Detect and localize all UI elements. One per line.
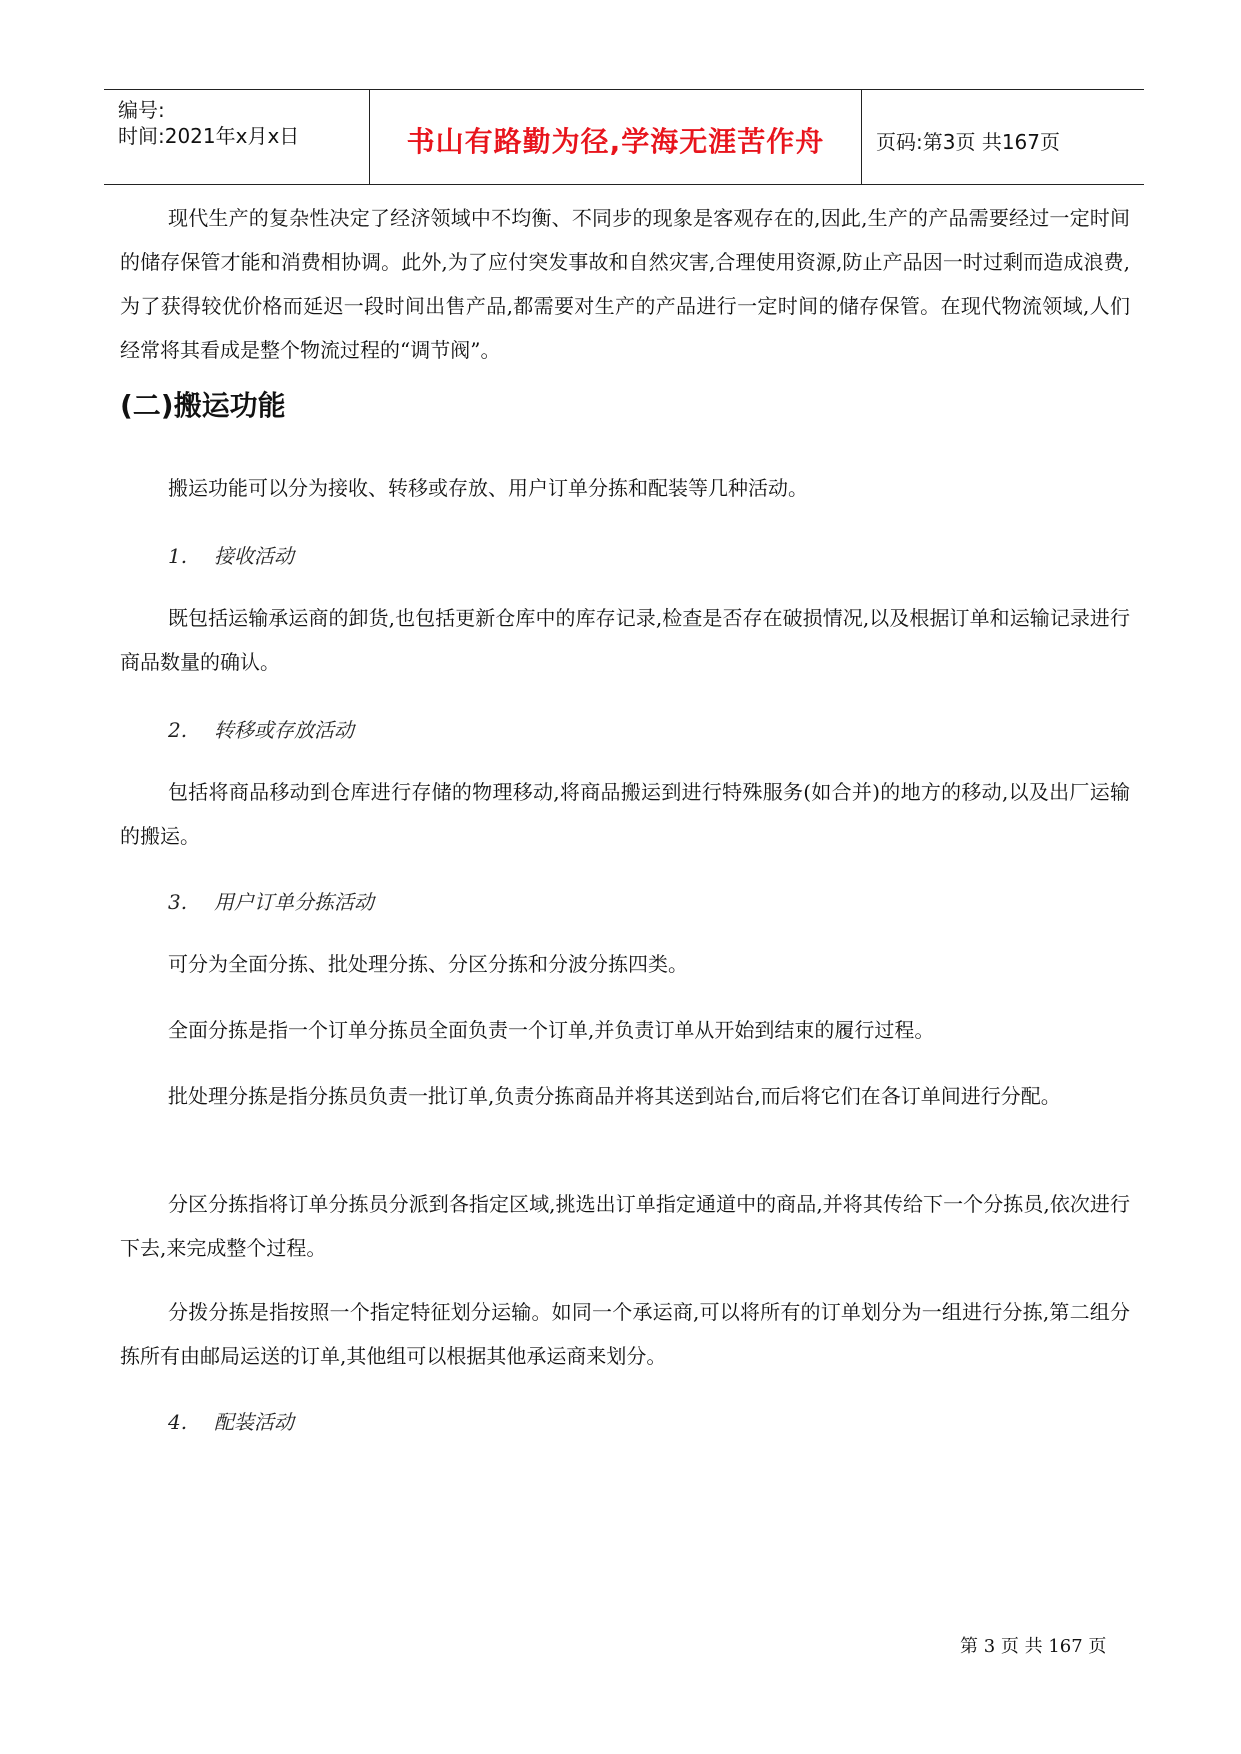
section-intro-paragraph: 搬运功能可以分为接收、转移或存放、用户订单分拣和配装等几种活动。 bbox=[168, 476, 808, 500]
picking-paragraph-1: 可分为全面分拣、批处理分拣、分区分拣和分波分拣四类。 bbox=[168, 952, 688, 976]
intro-paragraph: 现代生产的复杂性决定了经济领域中不均衡、不同步的现象是客观存在的,因此,生产的产品需要经过一定时间的储存保管才能和消费相协调。此外,为了应付突发事故和自然灾害,合理使用资源,防止产品因一时过剩而造成浪费,为了获得较优价格而延迟一段时间出售产品,都需要对生产的产品进行一定时间的储存保管。在现代物流领域,人们经常将其看成是整个物流过程的“调节阀”。 bbox=[120, 206, 1130, 362]
subheading-text: 配装活动 bbox=[214, 1410, 294, 1434]
document-number-label: 编号: bbox=[118, 98, 165, 122]
section-title: (二)搬运功能 bbox=[120, 389, 286, 422]
picking-paragraph-3: 批处理分拣是指分拣员负责一批订单,负责分拣商品并将其送到站台,而后将它们在各订单间进行分配。 bbox=[168, 1084, 1061, 1108]
page-header bbox=[104, 89, 1144, 185]
picking-paragraph-4: 分区分拣指将订单分拣员分派到各指定区域,挑选出订单指定通道中的商品,并将其传给下一个分拣员,依次进行下去,来完成整个过程。 bbox=[120, 1192, 1130, 1260]
header-right-cell bbox=[862, 90, 1144, 184]
subheading-picking bbox=[168, 886, 374, 915]
picking-paragraph-2: 全面分拣是指一个订单分拣员全面负责一个订单,并负责订单从开始到结束的履行过程。 bbox=[168, 1018, 935, 1042]
subheading-transfer bbox=[168, 714, 354, 743]
transfer-paragraph: 包括将商品移动到仓库进行存储的物理移动,将商品搬运到进行特殊服务(如合并)的地方的移动,以及出厂运输的搬运。 bbox=[120, 780, 1130, 848]
header-left-cell bbox=[104, 90, 370, 184]
page-footer: 第 3 页 共 167 页 bbox=[960, 1636, 1107, 1657]
subheading-number: 2. bbox=[168, 718, 188, 742]
document-time-label: 时间:2021年x月x日 bbox=[118, 124, 300, 148]
receive-paragraph: 既包括运输承运商的卸货,也包括更新仓库中的库存记录,检查是否存在破损情况,以及根据订单和运输记录进行商品数量的确认。 bbox=[120, 606, 1130, 674]
subheading-text: 转移或存放活动 bbox=[214, 718, 354, 742]
subheading-text: 用户订单分拣活动 bbox=[214, 890, 374, 914]
subheading-number: 3. bbox=[168, 890, 188, 914]
header-motto: 书山有路勤为径,学海无涯苦作舟 bbox=[406, 125, 825, 158]
subheading-loading bbox=[168, 1406, 294, 1435]
subheading-text: 接收活动 bbox=[214, 544, 294, 568]
header-motto-cell bbox=[370, 90, 862, 184]
picking-paragraph-5: 分拨分拣是指按照一个指定特征划分运输。如同一个承运商,可以将所有的订单划分为一组进行分拣,第二组分拣所有由邮局运送的订单,其他组可以根据其他承运商来划分。 bbox=[120, 1300, 1130, 1368]
header-page-number: 页码:第3页 共167页 bbox=[876, 130, 1060, 154]
subheading-receive bbox=[168, 540, 294, 569]
subheading-number: 1. bbox=[168, 544, 188, 568]
subheading-number: 4. bbox=[168, 1410, 188, 1434]
